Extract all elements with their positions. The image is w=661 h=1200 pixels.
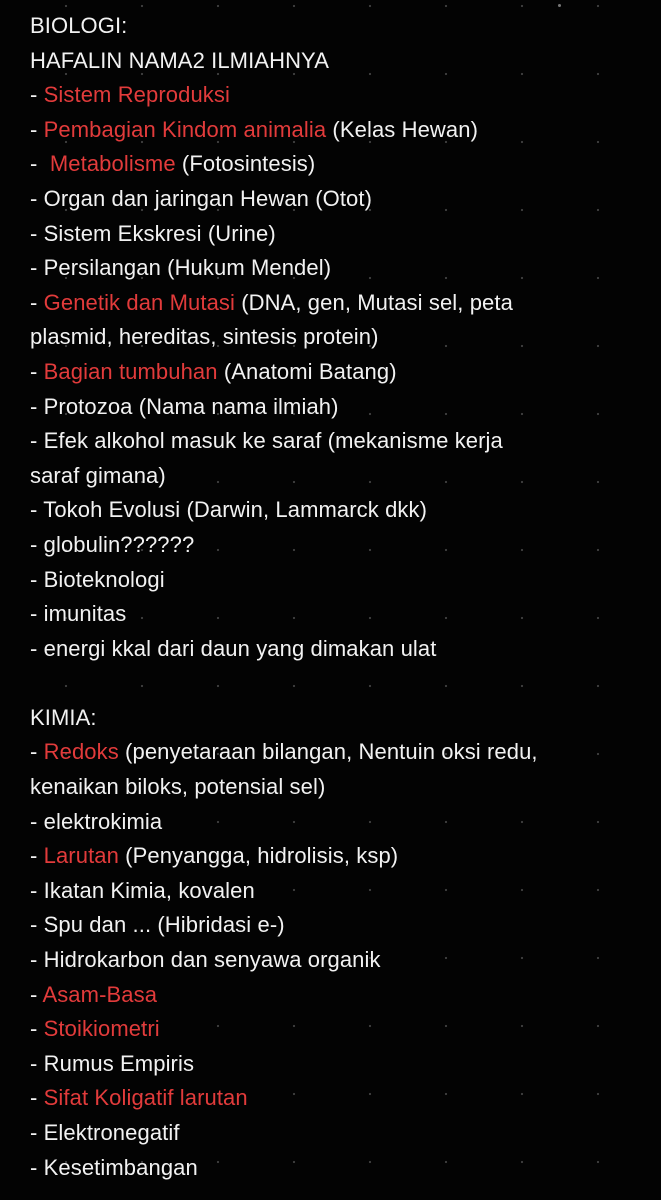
highlighted-topic: Larutan [43,843,119,869]
note-line [30,424,640,459]
note-text: - globulin?????? [30,531,195,557]
highlighted-topic: Sifat Koligatif larutan [43,1085,248,1111]
note-text: - Spu dan ... (Hibridasi e-) [30,912,285,938]
highlighted-topic: Asam-Basa [42,981,158,1007]
note-line [30,459,640,494]
note-line [30,528,640,563]
note-line [30,320,640,355]
note-line [30,666,640,701]
note-line [30,217,640,252]
note-text: (Fotosintesis) [175,151,316,177]
note-line [30,805,640,840]
note-line [30,493,640,528]
note-text: - Organ dan jaringan Hewan (Otot) [30,185,373,211]
note-text: (Kelas Hewan) [326,116,478,142]
note-text: - Bioteknologi [30,566,165,592]
highlighted-topic: Redoks [43,739,119,765]
note-text: (Anatomi Batang) [217,358,397,384]
note-text: - Hidrokarbon dan senyawa organik [30,947,381,973]
highlighted-topic: Stoikiometri [43,1016,160,1042]
note-text: - imunitas [30,601,127,627]
note-line [30,632,640,667]
note-line [30,251,640,286]
note-line [30,597,640,632]
note-line [30,770,640,805]
note-line [30,1151,640,1186]
note-line [30,943,640,978]
note-text: BIOLOGI: [30,13,128,38]
note-line [30,44,640,79]
note-text: - [30,151,50,177]
note-line [30,978,640,1013]
note-text: - [30,843,44,869]
note-text: - elektrokimia [30,808,163,834]
note-content [30,9,640,1185]
note-text: - [30,289,44,315]
note-text: saraf gimana) [30,462,166,488]
note-line [30,735,640,770]
note-text: - [30,116,44,142]
note-text: - Tokoh Evolusi (Darwin, Lammarck dkk) [30,497,428,523]
note-line [30,701,640,736]
note-text: (Penyangga, hidrolisis, ksp) [118,843,399,869]
note-line [30,874,640,909]
note-line [30,1012,640,1047]
highlighted-topic: Bagian tumbuhan [43,358,218,384]
note-line [30,1081,640,1116]
note-text: HAFALIN NAMA2 ILMIAHNYA [30,47,329,73]
highlighted-topic: Metabolisme [49,151,176,177]
note-text: - Sistem Ekskresi (Urine) [30,220,276,246]
note-line [30,355,640,390]
highlighted-topic: Pembagian Kindom animalia [43,116,327,142]
note-text: KIMIA: [30,704,97,730]
note-line [30,839,640,874]
note-text: - Persilangan (Hukum Mendel) [30,255,332,281]
note-text: - [30,358,44,384]
note-line [30,182,640,217]
note-text: (penyetaraan bilangan, Nentuin oksi redu, [118,739,538,765]
corner-dot-icon [558,4,561,7]
note-text: - [30,82,44,108]
note-text: - Efek alkohol masuk ke saraf (mekanisme kerja [30,428,503,454]
note-line [30,390,640,425]
note-text: - [30,739,44,765]
note-line [30,563,640,598]
note-text: - Kesetimbangan [30,1154,198,1180]
note-line [30,113,640,148]
note-line [30,908,640,943]
note-text: - Rumus Empiris [30,1050,195,1076]
note-text: - Protozoa (Nama nama ilmiah) [30,393,339,419]
note-text: - energi kkal dari daun yang dimakan ulat [30,635,437,661]
highlighted-topic: Sistem Reproduksi [43,82,230,108]
note-text: (DNA, gen, Mutasi sel, peta [235,289,513,315]
note-text: kenaikan biloks, potensial sel) [30,774,326,800]
note-line [30,1116,640,1151]
note-text: - [30,1016,44,1042]
note-line [30,9,640,44]
note-text: - Ikatan Kimia, kovalen [30,877,255,903]
note-line [30,286,640,321]
note-text: plasmid, hereditas, sintesis protein) [30,324,379,350]
note-line [30,78,640,113]
note-text: - [30,981,43,1007]
highlighted-topic: Genetik dan Mutasi [43,289,235,315]
note-line [30,1047,640,1082]
note-text: - Elektronegatif [30,1120,180,1145]
note-line [30,147,640,182]
note-text: - [30,1085,44,1111]
